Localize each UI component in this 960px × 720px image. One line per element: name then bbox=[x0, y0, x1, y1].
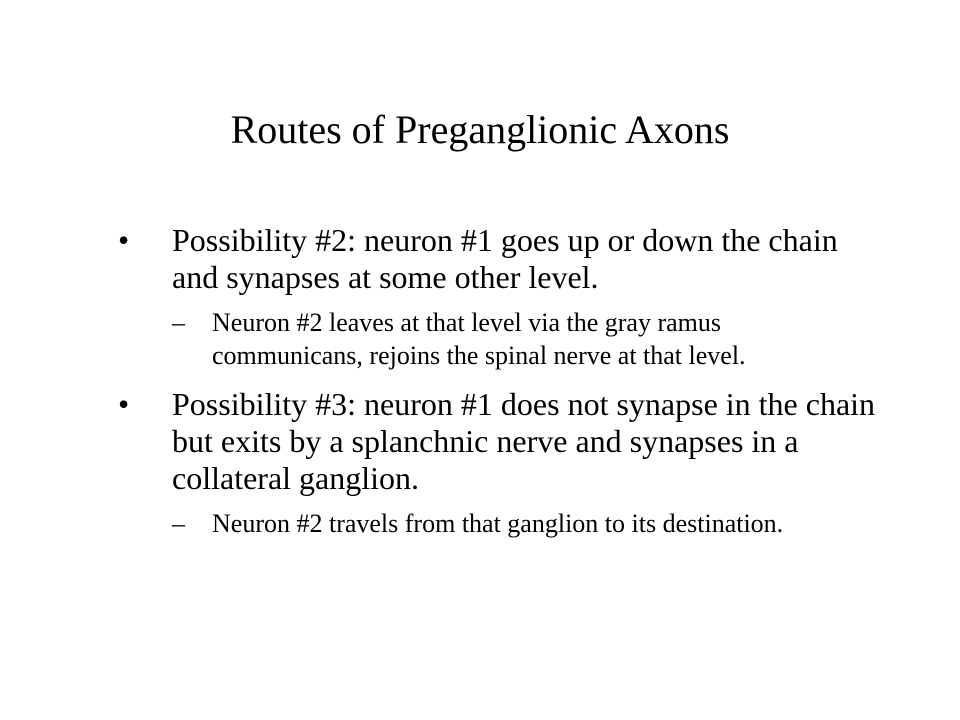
subbullet-list bbox=[172, 507, 878, 540]
bullet-text: Possibility #3: neuron #1 does not synapse in the chain but exits by a splanchnic nerve and synapses in a collateral ganglion. bbox=[172, 386, 876, 496]
bullet-text: Possibility #2: neuron #1 goes up or down the chain and synapses at some other level. bbox=[172, 222, 838, 295]
bullet-item-possibility-2 bbox=[118, 222, 878, 372]
subbullet-marker: – bbox=[172, 509, 185, 538]
bullet-item-possibility-3 bbox=[118, 386, 878, 540]
subbullet-marker: – bbox=[172, 308, 185, 337]
bullet-marker: • bbox=[118, 222, 130, 258]
subbullet-text: Neuron #2 leaves at that level via the gray ramus communicans, rejoins the spinal nerve at that level. bbox=[212, 308, 746, 370]
bullet-marker: • bbox=[118, 386, 130, 422]
subbullet-text: Neuron #2 travels from that ganglion to its destination. bbox=[212, 509, 784, 538]
subbullet-item bbox=[172, 306, 878, 372]
slide-title: Routes of Preganglionic Axons bbox=[230, 107, 730, 152]
subbullet-list bbox=[172, 306, 878, 372]
bullet-list bbox=[118, 222, 878, 554]
subbullet-item bbox=[172, 507, 878, 540]
